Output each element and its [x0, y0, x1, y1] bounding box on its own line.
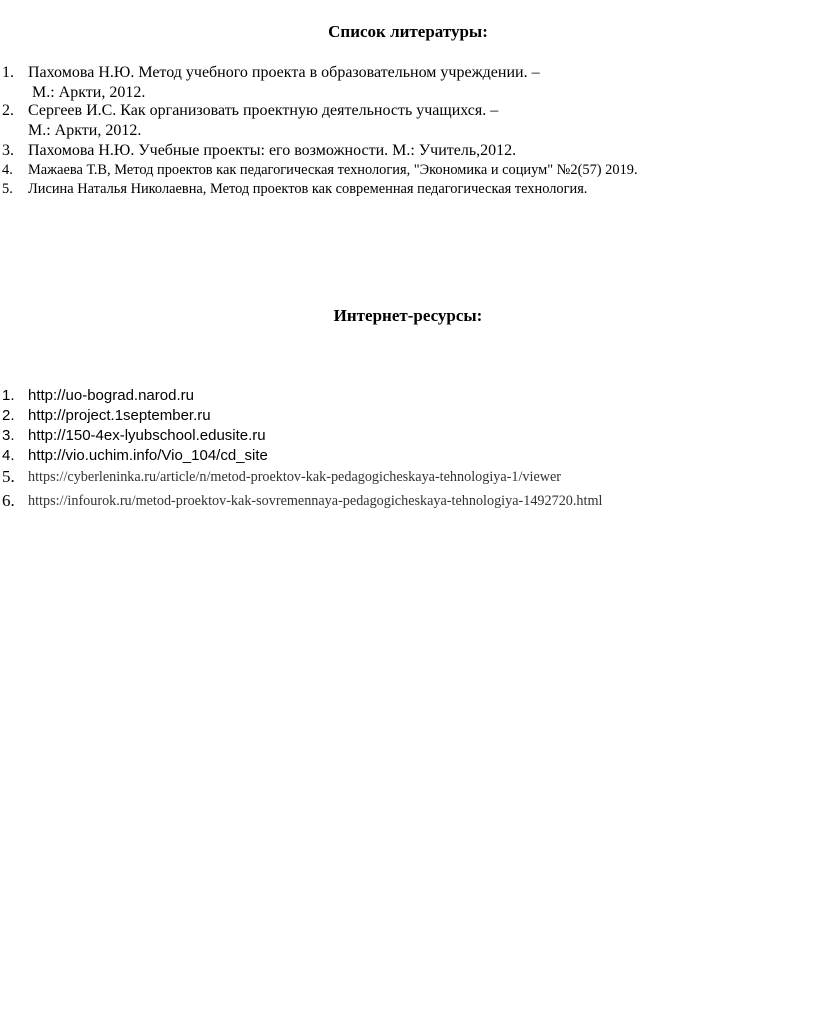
- internet-item-number: 5.: [2, 467, 15, 486]
- internet-item-link[interactable]: http://vio.uchim.info/Vio_104/cd_site: [28, 447, 268, 464]
- internet-item-number: 2.: [2, 407, 15, 424]
- internet-item-link[interactable]: https://infourok.ru/metod-proektov-kak-sovremennaya-pedagogicheskaya-tehnologiya-1492720.html: [28, 493, 603, 509]
- literature-item-number: 1.: [2, 64, 14, 81]
- literature-item-text: Пахомова Н.Ю. Учебные проекты: его возможности. М.: Учитель,2012.: [28, 142, 517, 159]
- internet-item-number: 6.: [2, 491, 15, 510]
- internet-item-number: 4.: [2, 447, 15, 464]
- literature-item-2-continuation: М.: Аркти, 2012.: [28, 122, 142, 139]
- literature-item-text: Пахомова Н.Ю. Метод учебного проекта в образовательном учреждении. –: [28, 64, 540, 81]
- literature-heading: Список литературы:: [328, 22, 488, 41]
- literature-item-1-continuation: М.: Аркти, 2012.: [32, 84, 146, 101]
- literature-item-number: 2.: [2, 102, 14, 119]
- internet-item-link[interactable]: http://uo-bograd.narod.ru: [28, 387, 194, 404]
- internet-item-link[interactable]: http://project.1september.ru: [28, 407, 211, 424]
- internet-item-link[interactable]: https://cyberleninka.ru/article/n/metod-proektov-kak-pedagogicheskaya-tehnologiya-1/viewer: [28, 469, 562, 485]
- internet-item-link[interactable]: http://150-4ex-lyubschool.edusite.ru: [28, 427, 266, 444]
- internet-heading: Интернет-ресурсы:: [333, 306, 483, 325]
- internet-item-number: 3.: [2, 427, 15, 444]
- literature-item-text: Лисина Наталья Николаевна, Метод проектов как современная педагогическая технология.: [28, 181, 588, 197]
- internet-item-number: 1.: [2, 387, 15, 404]
- literature-item-number: 3.: [2, 142, 14, 159]
- literature-item-number: 5.: [2, 181, 13, 197]
- literature-item-text: Мажаева Т.В, Метод проектов как педагогическая технология, "Экономика и социум" №2(57) 2019.: [28, 162, 638, 178]
- literature-item-number: 4.: [2, 162, 13, 178]
- literature-item-text: Сергеев И.С. Как организовать проектную деятельность учащихся. –: [28, 102, 499, 119]
